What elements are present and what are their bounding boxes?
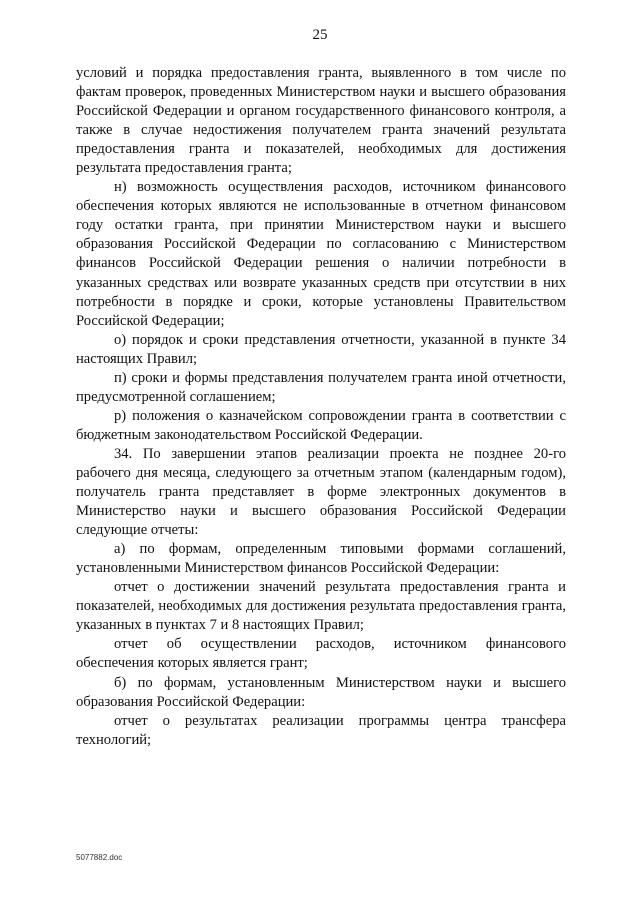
footer-filename: 5077882.doc bbox=[76, 853, 123, 862]
paragraph-item-r: р) положения о казначейском сопровождении гранта в соответствии с бюджетным законодательством Российской Федерации. bbox=[76, 407, 566, 443]
paragraph-clause-34: 34. По завершении этапов реализации проекта не позднее 20-го рабочего дня месяца, следующего за отчетным этапом (календарным годом), получатель гранта представляет в форме электронных документов в Министерство науки и высшего образования Российской Федерации следующие отчеты: bbox=[76, 445, 566, 539]
paragraph-continuation: условий и порядка предоставления гранта, выявленного в том числе по фактам проверок, проведенных Министерством науки и высшего образования Российской Федерации и органом государственного финансового контроля, а также в случае недостижения получателем гранта значений результата предоставления гранта и показателей, необходимых для достижения результата предоставления гранта; bbox=[76, 65, 566, 177]
paragraph-item-o: о) порядок и сроки представления отчетности, указанной в пункте 34 настоящих Правил; bbox=[76, 331, 566, 367]
paragraph-report-expenses: отчет об осуществлении расходов, источником финансового обеспечения которых является грант; bbox=[76, 636, 566, 672]
paragraph-item-p: п) сроки и формы представления получателем гранта иной отчетности, предусмотренной соглашением; bbox=[76, 369, 566, 405]
paragraph-report-program: отчет о результатах реализации программы центра трансфера технологий; bbox=[76, 712, 566, 748]
document-body bbox=[76, 64, 566, 750]
paragraph-item-b: б) по формам, установленным Министерством науки и высшего образования Российской Федерации: bbox=[76, 674, 566, 710]
paragraph-item-n: н) возможность осуществления расходов, источником финансового обеспечения которых являются не использованные в отчетном финансовом году остатки гранта, при принятии Министерством науки и высшего образования Российской Федерации по согласованию с Министерством финансов Российской Федерации решения о наличии потребности в указанных средствах или возврате указанных средств при отсутствии в них потребности в порядке и сроки, которые установлены Правительством Российской Федерации; bbox=[76, 179, 566, 329]
paragraph-item-a: а) по формам, определенным типовыми формами соглашений, установленными Министерством финансов Российской Федерации: bbox=[76, 541, 566, 577]
paragraph-report-results: отчет о достижении значений результата предоставления гранта и показателей, необходимых для достижения результата предоставления гранта, указанных в пунктах 7 и 8 настоящих Правил; bbox=[76, 579, 566, 634]
page-number: 25 bbox=[312, 27, 328, 43]
